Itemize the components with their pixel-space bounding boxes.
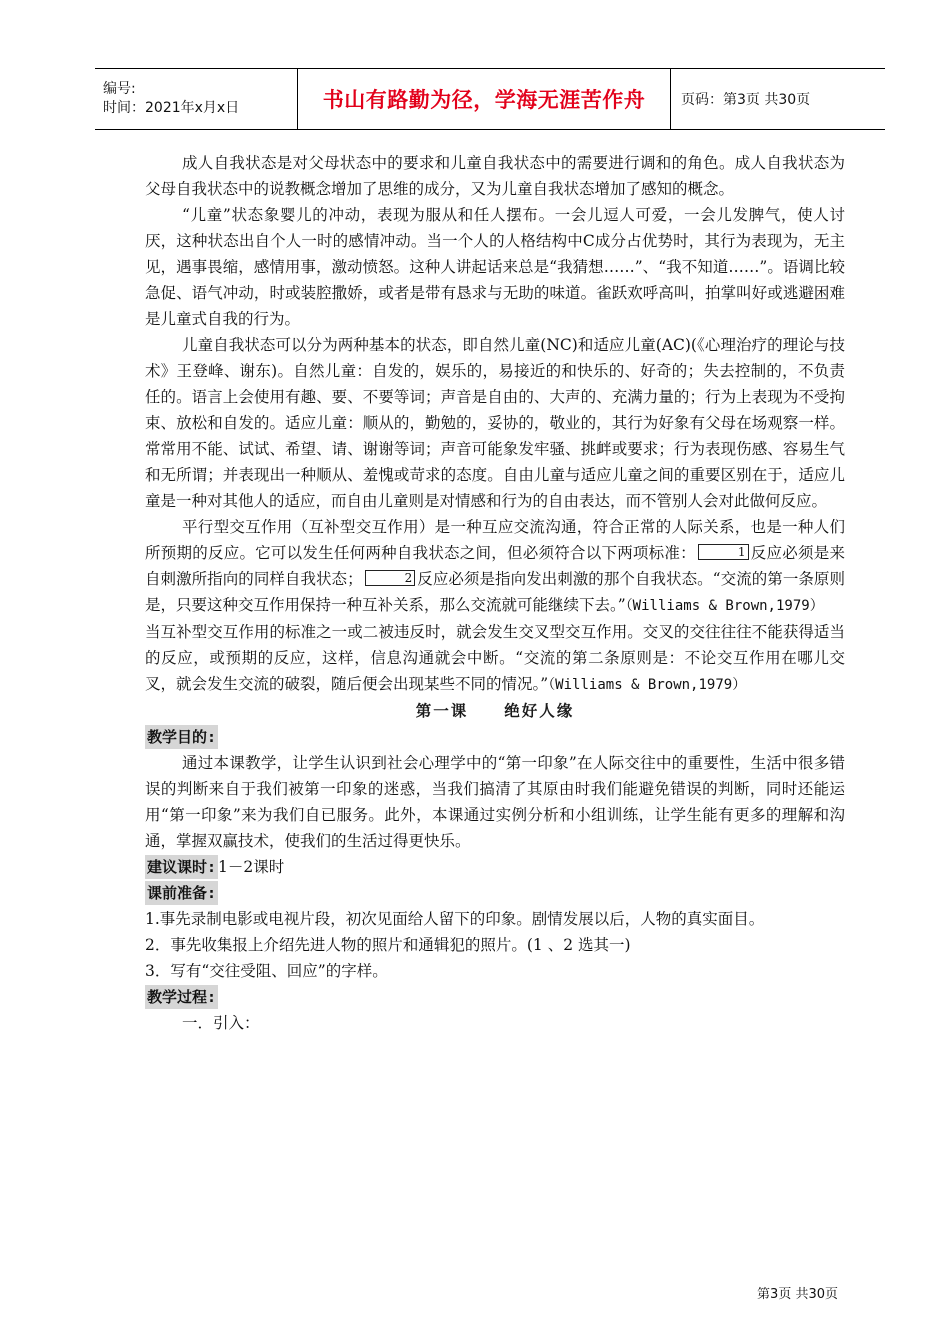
lesson-name: 绝好人缘 — [504, 702, 575, 720]
process-step: 一．引入： — [182, 1014, 260, 1032]
citation: （Williams & Brown,1979） — [625, 598, 824, 614]
prep-label: 课前准备: — [145, 881, 218, 905]
parallel-text-b: 反应必须是来自刺激所指向的同样自我状态； — [145, 544, 845, 588]
document-body — [145, 150, 845, 1036]
goal-heading — [145, 724, 845, 750]
time-label: 时间：2021年x月x日 — [103, 100, 240, 116]
hours-value: 1－2课时 — [218, 858, 285, 876]
header-page-cell — [671, 69, 885, 129]
paragraph-child-types: 儿童自我状态可以分为两种基本的状态，即自然儿童(NC)和适应儿童(AC)(《心理治疗的理论与技术》王登峰、谢东)。自然儿童：自发的，娱乐的，易接近的和快乐的、好奇的；失去控制的，不负责任的。语言上会使用有趣、要、不要等词；声音是自由的、大声的、充满力量的；行为上表现为不受拘束、放松和自发的。适应儿童：顺从的，勤勉的，妥协的，敬业的，其行为好象有父母在场观察一样。常常用不能、试试、希望、请、谢谢等词；声音可能象发牢骚、挑衅或要求；行为表现伤感、容易生气和无所谓；并表现出一种顺从、羞愧或苛求的态度。自由儿童与适应儿童之间的重要区别在于，适应儿童是一种对其他人的适应，而自由儿童则是对情感和行为的自由表达，而不管别人会对此做何反应。 — [145, 336, 845, 510]
paragraph-child-state: “儿童”状态象婴儿的冲动，表现为服从和任人摆布。一会儿逗人可爱，一会儿发脾气，使人讨厌，这种状态出自个人一时的感情冲动。当一个人的人格结构中C成分占优势时，其行为表现为，无主见，遇事畏缩，感情用事，激动愤怒。这种人讲起话来总是“我猜想……”、“我不知道……”。语调比较急促、语气冲动，时或装腔撒娇，或者是带有恳求与无助的味道。雀跃欢呼高叫，拍掌叫好或逃避困难是儿童式自我的行为。 — [145, 206, 845, 328]
code-label: 编号: — [103, 81, 136, 97]
motto: 书山有路勤为径，学海无涯苦作舟 — [322, 88, 646, 112]
boxed-number-1: 1 — [698, 544, 749, 560]
prep-heading — [145, 880, 845, 906]
goal-label: 教学目的: — [145, 725, 218, 749]
page-header — [95, 68, 885, 130]
lesson-title — [145, 698, 845, 724]
paragraph-parallel-interaction — [145, 514, 845, 619]
boxed-number-2: 2 — [365, 570, 416, 586]
parallel-text-c: 反应必须是指向发出刺激的那个自我状态。“交流的第一条原则是，只要这种交互作用保持一种互补关系，那么交流就可能继续下去。” — [145, 570, 845, 614]
prep-item: 3．写有“交往受阻、回应”的字样。 — [145, 962, 388, 980]
prep-item: 2．事先收集报上介绍先进人物的照片和通辑犯的照片。(1 、2 选其一) — [145, 936, 631, 954]
page-footer: 第3页 共30页 — [757, 1287, 838, 1302]
citation: （Williams & Brown,1979） — [548, 677, 747, 693]
process-heading — [145, 984, 845, 1010]
cross-text: 当互补型交互作用的标准之一或二被违反时，就会发生交叉型交互作用。交叉的交往往往不能获得适当的反应，或预期的反应，这样，信息沟通就会中断。“交流的第二条原则是：不论交互作用在哪儿交叉，就会发生交流的破裂，随后便会出现某些不同的情况。” — [145, 623, 845, 693]
page-label: 页码：第3页 共30页 — [681, 92, 811, 108]
hours-line — [145, 854, 845, 880]
paragraph-cross-interaction — [145, 619, 845, 698]
prep-item: 1.事先录制电影或电视片段，初次见面给人留下的印象。剧情发展以后，人物的真实面目。 — [145, 910, 765, 928]
paragraph-adult-state: 成人自我状态是对父母状态中的要求和儿童自我状态中的需要进行调和的角色。成人自我状态为父母自我状态中的说教概念增加了思维的成分，又为儿童自我状态增加了感知的概念。 — [145, 154, 845, 198]
process-label: 教学过程: — [145, 985, 218, 1009]
header-motto-cell — [297, 69, 671, 129]
goal-text: 通过本课教学，让学生认识到社会心理学中的“第一印象”在人际交往中的重要性，生活中很多错误的判断来自于我们被第一印象的迷惑，当我们搞清了其原由时我们能避免错误的判断，同时还能运用“第一印象”来为我们自已服务。此外，本课通过实例分析和小组训练，让学生能有更多的理解和沟通，掌握双赢技术，使我们的生活过得更快乐。 — [145, 754, 845, 850]
lesson-number: 第一课 — [415, 702, 469, 720]
hours-label: 建议课时: — [145, 855, 218, 879]
header-meta — [95, 69, 297, 129]
parallel-text-a: 平行型交互作用（互补型交互作用）是一种互应交流沟通，符合正常的人际关系，也是一种人们所预期的反应。它可以发生任何两种自我状态之间，但必须符合以下两项标准： — [145, 518, 845, 562]
